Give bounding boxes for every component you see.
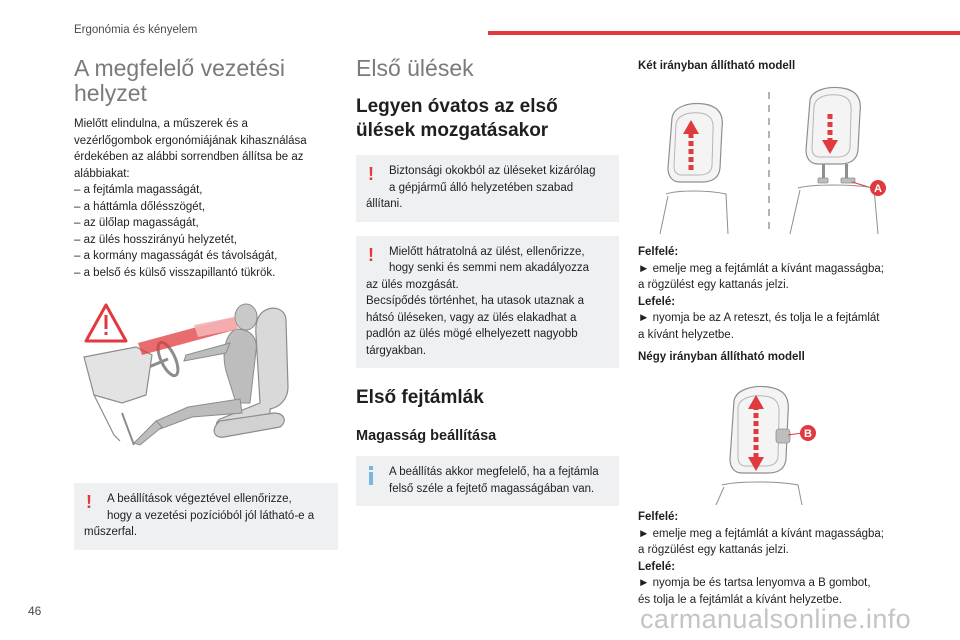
page-header: Ergonómia és kényelem (74, 24, 198, 36)
column-front-seats (356, 56, 619, 506)
svg-text:A: A (874, 183, 882, 195)
four-way-headrest-illustration (638, 381, 900, 505)
svg-text:B: B (804, 428, 812, 440)
two-way-instructions: Felfelé: ► emelje meg a fejtámlát a kívánt magasságba; a rögzülést egy kattanás jelzi. Lefelé: ► nyomja be az A reteszt, és tolja le a fejtámlát a kívánt helyzetbe. (638, 246, 884, 341)
section-title-front-seats: Első ülések (356, 55, 474, 81)
warning-triangle-icon (86, 305, 126, 341)
section-title-driving-position: A megfelelő vezetési helyzet (74, 55, 285, 106)
headrest-up-icon (660, 104, 728, 234)
info-mark-icon (369, 466, 373, 484)
caution-mark-icon: ! (368, 244, 374, 265)
subtitle-height-adjustment: Magasság beállítása (356, 428, 497, 444)
header-accent-bar (488, 31, 960, 35)
column-driving-position (74, 56, 338, 550)
title-four-way-model: Négy irányban állítható modell (638, 351, 805, 363)
page-number: 46 (28, 604, 42, 618)
intro-text: Mielőtt elindulna, a műszerek és a vezérlőgombok ergonómiájának kihasználása érdekében az alábbi sorrendben állítsa be az alábbiakat: – a fejtámla magasságát, – a háttámla dőlésszögét, – az ülőlap magasságát, – az ülés hosszirányú helyzetét, – a kormány magasságát és távolságát, – a belső és külső visszapillantó tükrök. (74, 118, 307, 279)
title-two-way-model: Két irányban állítható modell (638, 60, 796, 72)
caution-mark-icon: ! (86, 492, 92, 512)
notice-adjust-when-stationary: ! Biztonsági okokból az üléseket kizárólag a gépjármű álló helyzetében szabad állítani. (356, 155, 619, 222)
notice-check-behind-seat: ! Mielőtt hátratolná az ülést, ellenőrizze, hogy senki és semmi nem akadályozza az ülés mozgását. Becsípődés történhet, ha utasok utaznak a hátsó üléseken, vagy az ülés elakadhat a padlón az ülés mögé elhelyezett nagyobb tárgyakban. (356, 236, 619, 369)
two-way-headrest-illustration (638, 84, 900, 234)
column-headrest-models (638, 56, 900, 608)
headrest-down-icon (790, 88, 886, 235)
watermark: carmanualsonline.info (640, 604, 912, 634)
headrest-four-way-icon (716, 387, 816, 505)
subtitle-front-headrests: Első fejtámlák (356, 387, 484, 408)
info-correct-adjustment: A beállítás akkor megfelelő, ha a fejtámla felső széle a fejtető magasságában van. (356, 456, 619, 506)
notice-dashboard-visibility: ! A beállítások végeztével ellenőrizze, hogy a vezetési pozícióból jól látható-e a műszerfal. (74, 483, 338, 550)
four-way-instructions: Felfelé: ► emelje meg a fejtámlát a kívánt magasságba; a rögzülést egy kattanás jelzi. Lefelé: ► nyomja be és tartsa lenyomva a B gombot, és tolja le a fejtámlát a kívánt helyzetbe. (638, 511, 884, 606)
driving-position-illustration (74, 295, 338, 467)
caution-mark-icon: ! (368, 164, 374, 184)
subtitle-seat-caution: Legyen óvatos az első ülések mozgatásakor (356, 96, 558, 141)
